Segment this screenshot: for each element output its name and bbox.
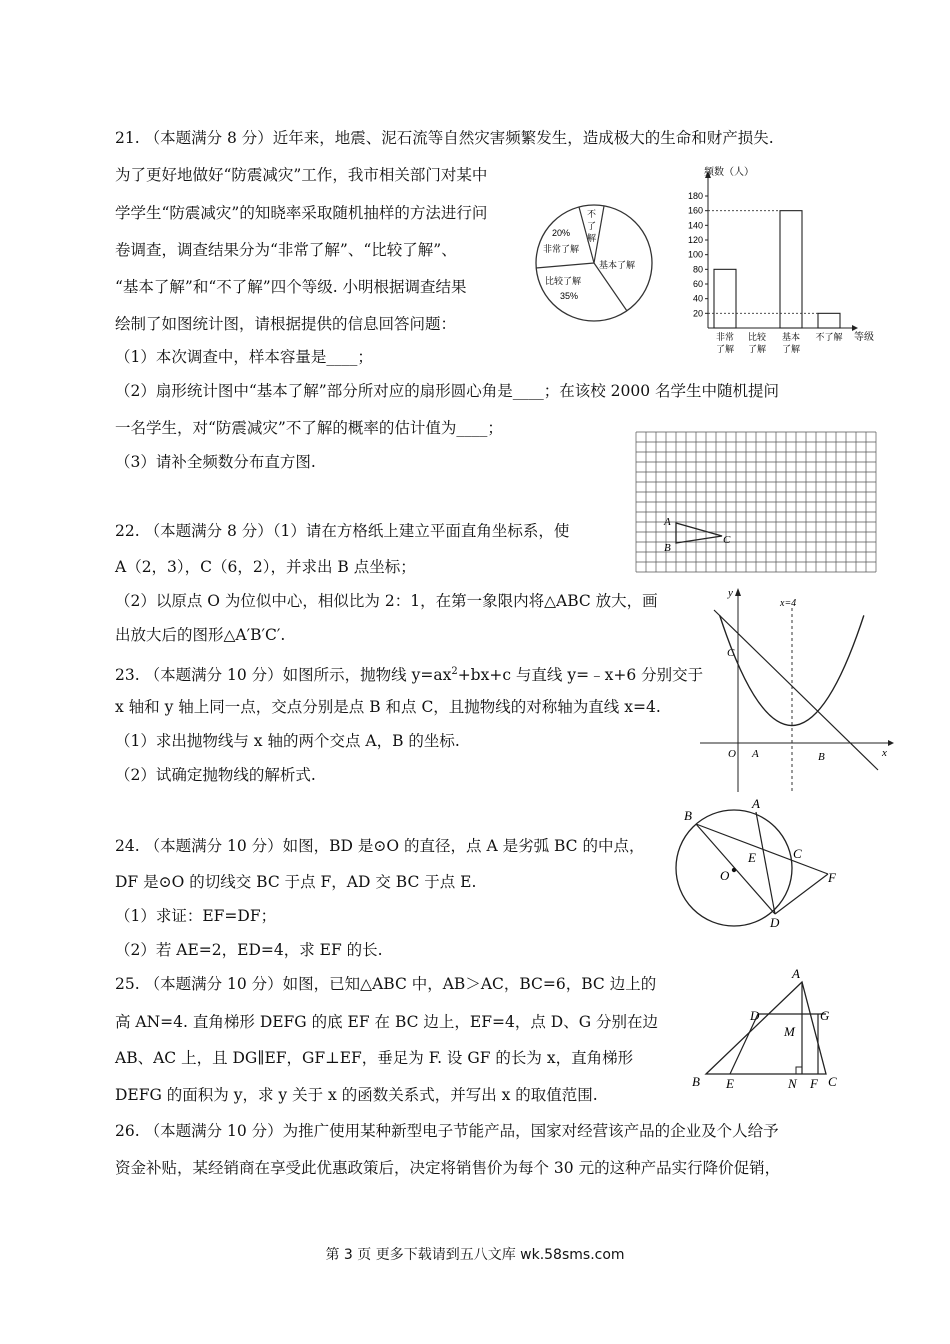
grid-label-c: C bbox=[723, 534, 731, 546]
q22-line3: （2）以原点 O 为位似中心，相似比为 2：1，在第一象限内将△ABC 放大，画 bbox=[115, 592, 658, 610]
pie-pct-very: 20% bbox=[552, 228, 571, 238]
para-label-y: y bbox=[728, 587, 733, 599]
page-footer: 第 3 页 更多下载请到五八文库 wk.58sms.com bbox=[325, 1247, 625, 1263]
chart-ytick-label: 160 bbox=[687, 205, 703, 216]
q21-line5: “基本了解”和“不了解”四个等级. 小明根据调查结果 bbox=[115, 278, 467, 296]
q23-line1: 23. （本题满分 10 分）如图所示，抛物线 $y=ax^2+bx+c$ 与直线 y=﹣x+6 分别交于 bbox=[115, 666, 704, 685]
para-label-axis: x=4 bbox=[780, 598, 797, 609]
chart-cat-label: 了解 bbox=[747, 344, 767, 354]
q25-line4: DEFG 的面积为 y，求 y 关于 x 的函数关系式，并写出 x 的取值范围. bbox=[115, 1086, 598, 1104]
chart-cat-label: 了解 bbox=[781, 344, 801, 354]
chart-bar bbox=[780, 211, 802, 328]
bar-chart bbox=[672, 162, 884, 358]
q22-line4: 出放大后的图形△A′B′C′. bbox=[115, 626, 286, 644]
parabola-figure bbox=[696, 584, 896, 796]
q23-sub2: （2）试确定抛物线的解析式. bbox=[115, 766, 316, 784]
chart-ytick-label: 80 bbox=[692, 264, 703, 275]
para-label-o: O bbox=[728, 748, 736, 760]
pie-label-not-2: 了 bbox=[587, 221, 597, 231]
chart-cat-label: 了解 bbox=[715, 344, 735, 354]
chart-cat-label: 基本 bbox=[781, 332, 801, 342]
segment-de bbox=[730, 1014, 758, 1074]
pie-pct-compare: 35% bbox=[560, 291, 579, 301]
q24-sub1: （1）求证：EF=DF； bbox=[115, 907, 277, 925]
q22-line2: A（2，3），C（6，2），并求出 B 点坐标； bbox=[115, 558, 416, 576]
triangle-abc bbox=[676, 523, 722, 543]
para-label-x: x bbox=[882, 747, 887, 759]
chart-ytick-label: 40 bbox=[692, 293, 703, 304]
chart-ytick-label: 140 bbox=[687, 220, 703, 231]
grid-label-b: B bbox=[664, 542, 671, 554]
circle-label-d: D bbox=[770, 915, 780, 930]
chart-ylabel: 频数（人） bbox=[704, 167, 754, 178]
q24-sub2: （2）若 AE=2，ED=4，求 EF 的长. bbox=[115, 941, 383, 959]
para-label-b: B bbox=[818, 751, 825, 763]
chart-ytick-label: 20 bbox=[692, 308, 703, 319]
pie-label-compare: 比较了解 bbox=[545, 276, 582, 286]
circle-label-e: E bbox=[748, 850, 756, 865]
pie-label-basic: 基本了解 bbox=[599, 260, 636, 270]
chart-bar bbox=[818, 313, 840, 328]
chart-x-arrow bbox=[852, 325, 858, 331]
chart-cat-label: 不了解 bbox=[815, 332, 843, 342]
q21-sub2a: （2）扇形统计图中“基本了解”部分所对应的扇形圆心角是____；在该校 2000 名学生中随机提问 bbox=[115, 382, 780, 400]
q25-line2: 高 AN=4. 直角梯形 DEFG 的底 EF 在 BC 边上，EF=4，点 D、G 分别在边 bbox=[115, 1013, 659, 1031]
pie-label-not-3: 解 bbox=[587, 233, 597, 243]
chart-ytick-label: 120 bbox=[687, 235, 703, 245]
q23-line2: x 轴和 y 轴上同一点，交点分别是点 B 和点 C，且抛物线的对称轴为直线 x=4. bbox=[115, 698, 661, 716]
trap-label-m: M bbox=[784, 1024, 795, 1039]
q26-line1: 26. （本题满分 10 分）为推广使用某种新型电子节能产品，国家对经营该产品的企业及个人给予 bbox=[115, 1122, 779, 1140]
q22-line1: 22. （本题满分 8 分）（1）请在方格纸上建立平面直角坐标系，使 bbox=[115, 522, 570, 540]
para-label-c: C bbox=[727, 647, 735, 659]
line-bc bbox=[714, 610, 878, 770]
trap-label-b: B bbox=[692, 1074, 700, 1089]
circle-label-f: F bbox=[828, 870, 836, 885]
line-ad bbox=[756, 812, 775, 914]
circle-figure bbox=[672, 796, 844, 930]
q21-line1: 21. （本题满分 8 分）近年来，地震、泥石流等自然灾害频繁发生，造成极大的生命和财产损失. bbox=[115, 129, 774, 147]
q24-line1: 24. （本题满分 10 分）如图，BD 是⊙O 的直径，点 A 是劣弧 BC 的中点， bbox=[115, 837, 645, 855]
q21-line4: 卷调查，调查结果分为“非常了解”、“比较了解”、 bbox=[115, 241, 457, 259]
trap-label-c: C bbox=[828, 1074, 837, 1089]
q21-line2: 为了更好地做好“防震减灾”工作，我市相关部门对某中 bbox=[115, 166, 488, 184]
q25-line1: 25. （本题满分 10 分）如图，已知△ABC 中，AB＞AC，BC=6，BC 边上的 bbox=[115, 975, 657, 993]
trap-label-e: E bbox=[726, 1076, 734, 1091]
para-label-a: A bbox=[752, 748, 759, 760]
q21-sub3: （3）请补全频数分布直方图. bbox=[115, 453, 316, 471]
chart-cat-label: 非常 bbox=[715, 332, 735, 342]
pie-label-not-1: 不 bbox=[587, 209, 597, 219]
chart-xlabel: 等级 bbox=[854, 332, 874, 343]
chart-ytick-label: 180 bbox=[687, 191, 703, 201]
circle-label-o: O bbox=[720, 868, 730, 883]
line-bf bbox=[696, 824, 828, 874]
q23-sub1: （1）求出抛物线与 x 轴的两个交点 A，B 的坐标. bbox=[115, 732, 460, 750]
q25-line3: AB、AC 上，且 DG∥EF，GF⊥EF，垂足为 F. 设 GF 的长为 x，直角梯形 bbox=[115, 1049, 634, 1067]
trap-label-d: D bbox=[750, 1008, 760, 1023]
chart-bar bbox=[714, 269, 736, 328]
chart-ytick-label: 100 bbox=[687, 249, 703, 260]
chart-ytick-label: 60 bbox=[692, 279, 703, 289]
q21-sub2b: 一名学生，对“防震减灾”不了解的概率的估计值为____； bbox=[115, 419, 503, 437]
trap-label-g: G bbox=[820, 1008, 830, 1023]
q21-line3: 学学生“防震减灾”的知晓率采取随机抽样的方法进行问 bbox=[115, 204, 488, 222]
grid-label-a: A bbox=[664, 516, 671, 528]
q21-line6: 绘制了如图统计图，请根据提供的信息回答问题： bbox=[115, 315, 457, 333]
trap-label-f: F bbox=[810, 1076, 818, 1091]
trapezoid-figure bbox=[686, 964, 846, 1092]
q24-line2: DF 是⊙O 的切线交 BC 于点 F，AD 交 BC 于点 E. bbox=[115, 873, 477, 891]
grid-paper bbox=[634, 430, 884, 580]
trap-label-n: N bbox=[788, 1076, 797, 1091]
tangent-df bbox=[775, 874, 828, 914]
q26-line2: 资金补贴，某经销商在享受此优惠政策后，决定将销售价为每个 30 元的这种产品实行降价促销， bbox=[115, 1159, 781, 1177]
pie-chart bbox=[532, 200, 654, 326]
triangle-abc-25 bbox=[706, 982, 826, 1074]
q21-sub1: （1）本次调查中，样本容量是____； bbox=[115, 348, 373, 366]
circle-label-a: A bbox=[752, 796, 760, 811]
trap-label-a: A bbox=[792, 966, 800, 981]
chart-cat-label: 比较 bbox=[747, 332, 767, 342]
circle-label-b: B bbox=[684, 808, 692, 823]
circle-label-c: C bbox=[793, 846, 802, 861]
pie-label-very: 非常了解 bbox=[543, 244, 580, 254]
